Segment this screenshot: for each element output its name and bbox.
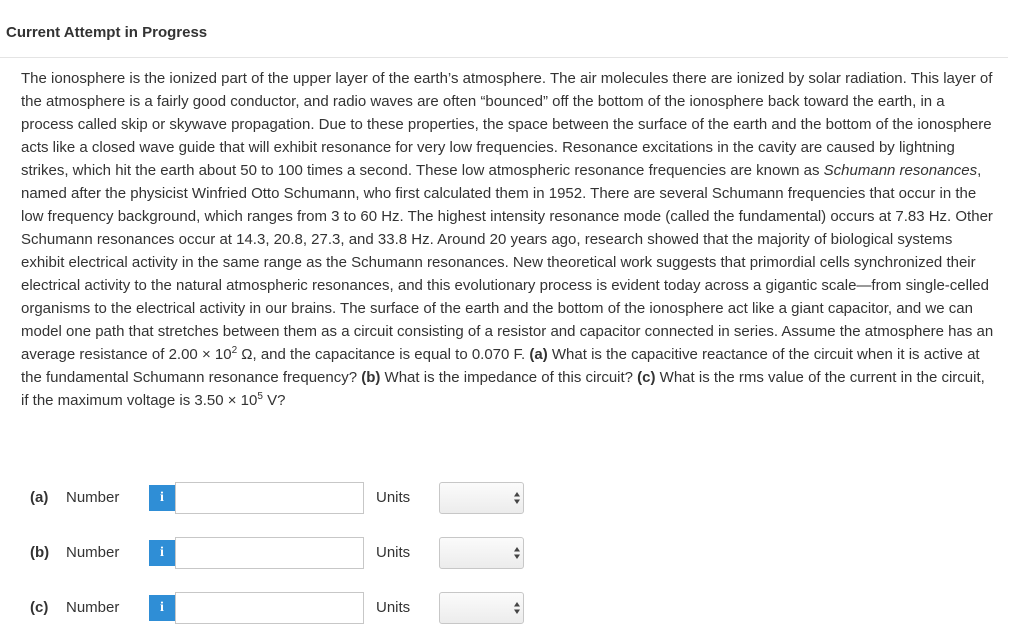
question-a-text: What is the capacitive reactance of the circuit when it is active at the fundamental Schumann resonance frequency? (21, 346, 980, 386)
answer-row-b (30, 536, 550, 570)
number-input-b[interactable] (175, 537, 364, 569)
question-c-label: (c) (637, 369, 656, 386)
page-title: Current Attempt in Progress (6, 24, 208, 41)
problem-text-2: , named after the physicist Winfried Otto Schumann, who first calculated them in 1952. There are several Schumann frequencies that occur in the low frequency background, which ranges from 3 to 60 Hz. The highest intensity resonance mode (called the fundamental) occurs at 7.83 Hz. Other Schumann resonances occur at 14.3, 20.8, 27.3, and 33.8 Hz. Around 20 years ago, research showed that the majority of biological systems exhibit electrical activity in the same range as the Schumann resonances. New theoretical work suggests that primordial cells synchronized their electrical activity to the natural atmospheric resonances, and this evolutionary process is evident today across a gigantic scale—from single-celled organisms to the electrical activity in our brains. The surface of the earth and the bottom of the ionosphere act like a giant capacitor, and we can model one path that stretches between them as a circuit consisting of a resistor and capacitor connected in series. Assume the atmosphere has an average resistance of 2.00 × 10 (21, 162, 994, 363)
problem-text-1: The ionosphere is the ionized part of the upper layer of the earth’s atmosphere. The air molecules there are ionized by solar radiation. This layer of the atmosphere is a fairly good conductor, and radio waves are often “bounced” off the bottom of the ionosphere back toward the earth, in a process called skip or skywave propagation. Due to these properties, the space between the surface of the earth and the bottom of the ionosphere acts like a closed wave guide that will exhibit resonance for very low frequencies. Resonance excitations in the cavity are caused by lightning strikes, which hit the earth about 50 to 100 times a second. These low atmospheric resonance frequencies are known as (21, 70, 993, 179)
units-select-b[interactable] (439, 537, 524, 569)
question-b-label: (b) (361, 369, 381, 386)
number-input-c[interactable] (175, 592, 364, 624)
answer-row-a (30, 481, 550, 515)
part-label-b: (b) (30, 544, 50, 561)
updown-arrows-icon (514, 602, 520, 614)
question-a-label: (a) (529, 346, 548, 363)
info-icon[interactable]: i (149, 485, 175, 511)
updown-arrows-icon (514, 547, 520, 559)
number-input-a[interactable] (175, 482, 364, 514)
problem-statement (21, 67, 996, 412)
part-label-a: (a) (30, 489, 49, 506)
question-c-text: What is the rms value of the current in the circuit, if the maximum voltage is 3.50 × 10 (21, 369, 985, 409)
problem-text-4: V? (262, 392, 286, 409)
units-select-a[interactable] (439, 482, 524, 514)
number-label-b: Number (66, 544, 120, 561)
info-icon[interactable]: i (149, 595, 175, 621)
part-label-c: (c) (30, 599, 49, 616)
problem-text-3: Ω, and the capacitance is equal to 0.070 F. (237, 346, 530, 363)
number-label-c: Number (66, 599, 120, 616)
exponent-resistance: 2 (231, 345, 238, 356)
units-label-b: Units (376, 544, 411, 561)
units-select-c[interactable] (439, 592, 524, 624)
info-icon[interactable]: i (149, 540, 175, 566)
problem-italic-term: Schumann resonances (823, 162, 978, 179)
updown-arrows-icon (514, 492, 520, 504)
question-b-text: What is the impedance of this circuit? (380, 369, 638, 386)
exponent-voltage: 5 (257, 391, 263, 402)
units-label-c: Units (376, 599, 411, 616)
units-label-a: Units (376, 489, 411, 506)
number-label-a: Number (66, 489, 120, 506)
header-divider (0, 57, 1008, 58)
answer-row-c (30, 591, 550, 625)
